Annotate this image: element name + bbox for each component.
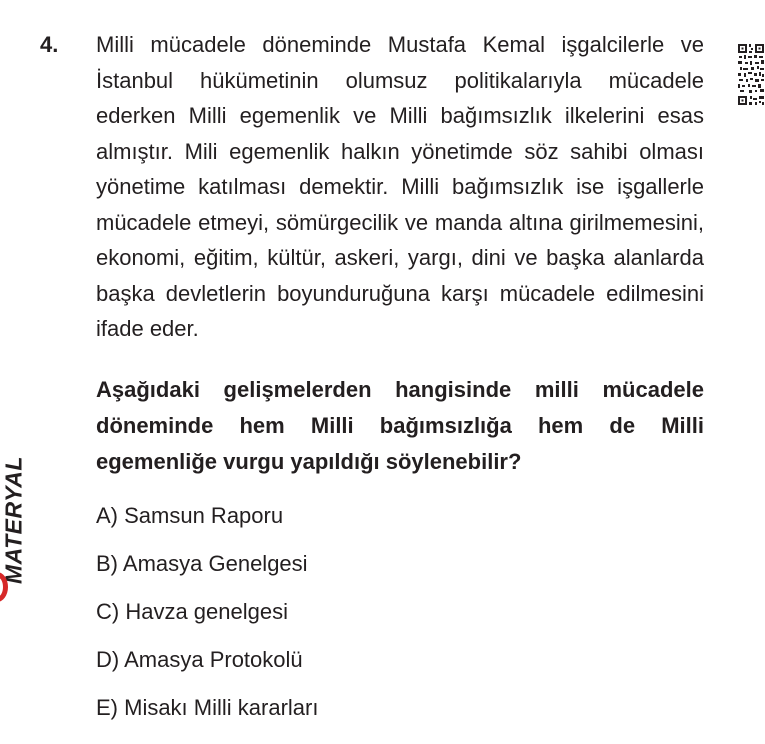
side-label bbox=[0, 440, 28, 600]
question-passage: Milli mücadele döneminde Mustafa Kemal işgalcilerle ve İstanbul hükümetinin olumsuz politikalarıyla mücadele ederken Milli egemenlik ve Milli bağımsızlık ilkelerini esas almıştır. Mili egemenlik halkın yönetimde söz sahibi olması yönetime katılması demektir. Milli bağımsızlık ise işgallerle mücadele etmeyi, sömürgecilik ve manda altına girilmemesini, ekonomi, eğitim, kültür, askeri, yargı, dini ve başka alanlarda başka devletlerin boyunduruğuna karşı mücadele edilmesini ifade eder. bbox=[96, 32, 704, 341]
option-e[interactable]: E) Misakı Milli kararları bbox=[96, 695, 319, 720]
question-prompt: Aşağıdaki gelişmelerden hangisinde milli mücadele döneminde hem Milli bağımsızlığa hem de Milli egemenliğe vurgu yapıldığı söylenebilir? bbox=[96, 377, 704, 474]
question-number: 4. bbox=[40, 32, 59, 57]
answer-options bbox=[96, 500, 318, 740]
option-b[interactable]: B) Amasya Genelgesi bbox=[96, 551, 308, 576]
option-d[interactable]: D) Amasya Protokolü bbox=[96, 647, 303, 672]
option-c[interactable]: C) Havza genelgesi bbox=[96, 599, 288, 624]
qr-code-icon bbox=[737, 42, 765, 108]
side-label-text: MATERYAL bbox=[0, 456, 27, 584]
option-a[interactable]: A) Samsun Raporu bbox=[96, 503, 284, 528]
